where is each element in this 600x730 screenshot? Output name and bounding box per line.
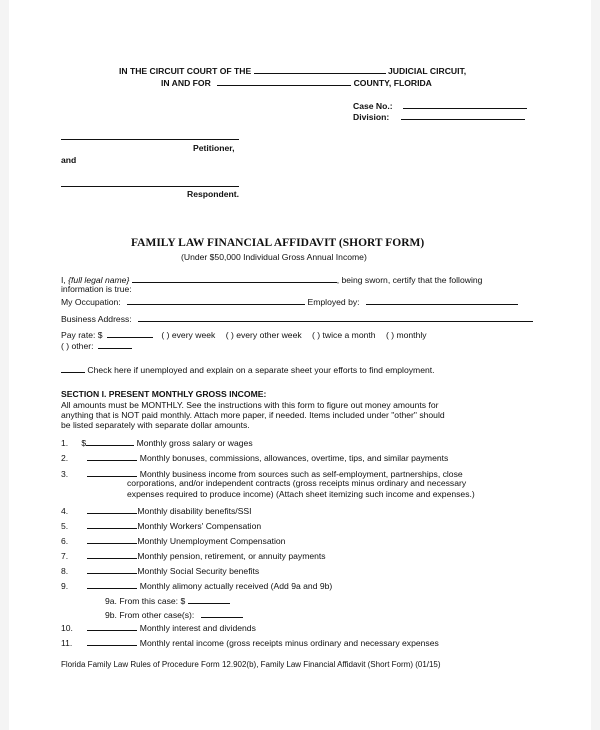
employed-by-blank[interactable] xyxy=(366,295,518,305)
item-description: Monthly Social Security benefits xyxy=(137,566,260,576)
item-number: 3. xyxy=(61,469,69,479)
item-description: Monthly bonuses, commissions, allowances, overtime, tips, and similar payments xyxy=(139,453,449,463)
petitioner-row xyxy=(61,130,239,143)
county-blank[interactable] xyxy=(217,76,351,86)
income-item-2 xyxy=(61,451,448,464)
every-week-option[interactable]: ( ) every week xyxy=(161,330,216,340)
case-no-blank[interactable] xyxy=(403,99,527,109)
respondent-label: Respondent. xyxy=(187,189,240,199)
occupation-blank[interactable] xyxy=(127,295,305,305)
item-number: 10. xyxy=(61,623,73,633)
instructions-line-2: anything that is NOT paid monthly. Attach more paper, if needed. Items included under "other" should xyxy=(61,410,445,420)
item-amount-blank[interactable] xyxy=(87,467,137,477)
item-3-continued-2: expenses required to produce income) (Attach sheet itemizing such income and expenses.) xyxy=(127,489,475,499)
twice-a-month-option[interactable]: ( ) twice a month xyxy=(312,330,376,340)
item-9b-label: 9b. From other case(s): xyxy=(105,610,195,620)
i-label: I, xyxy=(61,275,69,285)
business-address-label: Business Address: xyxy=(61,314,132,324)
item-number: 5. xyxy=(61,521,69,531)
income-item-9 xyxy=(61,579,332,592)
form-footer: Florida Family Law Rules of Procedure Form 12.902(b), Family Law Financial Affidavit (Short Form) (01/15) xyxy=(61,660,441,669)
instructions-line-3: be listed separately with separate dollar amounts. xyxy=(61,420,250,430)
occupation-label: My Occupation: xyxy=(61,297,121,307)
petitioner-label: Petitioner, xyxy=(193,143,235,153)
form-title: FAMILY LAW FINANCIAL AFFIDAVIT (SHORT FORM) xyxy=(131,237,425,249)
income-item-1 xyxy=(61,436,253,449)
court-of-the-label: IN THE CIRCUIT COURT OF THE xyxy=(119,66,252,76)
item-amount-blank[interactable] xyxy=(87,564,137,574)
occupation-row xyxy=(61,295,518,308)
item-9a-blank[interactable] xyxy=(188,594,230,604)
information-true-text: information is true: xyxy=(61,284,132,294)
item-number: 11. xyxy=(61,638,73,648)
respondent-row xyxy=(61,177,239,190)
item-amount-blank[interactable] xyxy=(87,534,137,544)
county-florida-label: COUNTY, FLORIDA xyxy=(353,78,432,88)
other-pay-blank[interactable] xyxy=(98,339,132,349)
monthly-option[interactable]: ( ) monthly xyxy=(385,330,427,340)
item-description: Monthly interest and dividends xyxy=(139,623,256,633)
item-9a-label: 9a. From this case: $ xyxy=(105,596,186,606)
in-and-for-label: IN AND FOR xyxy=(161,78,211,88)
income-item-6 xyxy=(61,534,285,547)
income-item-5 xyxy=(61,519,261,532)
section-1-heading: SECTION I. PRESENT MONTHLY GROSS INCOME: xyxy=(61,389,267,399)
item-number: 1. xyxy=(61,438,69,448)
item-description: Monthly rental income (gross receipts minus ordinary and necessary expenses xyxy=(139,638,439,648)
item-number: 2. xyxy=(61,453,69,463)
division-label: Division: xyxy=(353,112,390,122)
form-subtitle: (Under $50,000 Individual Gross Annual Income) xyxy=(181,252,367,262)
income-item-4 xyxy=(61,504,252,517)
item-description: Monthly alimony actually received (Add 9a and 9b) xyxy=(139,581,333,591)
item-amount-blank[interactable] xyxy=(87,504,137,514)
item-amount-blank[interactable] xyxy=(87,519,137,529)
item-number: 8. xyxy=(61,566,69,576)
item-description: Monthly Unemployment Compensation xyxy=(137,536,286,546)
legal-name-blank[interactable] xyxy=(132,273,337,283)
item-description: Monthly gross salary or wages xyxy=(136,438,253,448)
judicial-circuit-blank[interactable] xyxy=(254,64,386,74)
petitioner-blank[interactable] xyxy=(61,130,239,140)
judicial-circuit-label: JUDICIAL CIRCUIT, xyxy=(388,66,467,76)
affidavit-page xyxy=(9,0,591,730)
item-number: 7. xyxy=(61,551,69,561)
item-description: Monthly pension, retirement, or annuity payments xyxy=(137,551,326,561)
respondent-blank[interactable] xyxy=(61,177,239,187)
other-pay-option[interactable]: ( ) other: xyxy=(61,341,94,351)
employed-by-label: Employed by: xyxy=(307,297,360,307)
division-blank[interactable] xyxy=(401,110,525,120)
pay-rate-blank[interactable] xyxy=(107,328,153,338)
item-number: 4. xyxy=(61,506,69,516)
item-description: Monthly Workers' Compensation xyxy=(137,521,262,531)
business-address-blank[interactable] xyxy=(138,312,533,322)
item-description: Monthly business income from sources such as self-employment, partnerships, close xyxy=(139,469,463,479)
item-amount-blank[interactable] xyxy=(86,436,134,446)
item-number: 9. xyxy=(61,581,69,591)
unemployed-row xyxy=(61,363,435,376)
business-address-row xyxy=(61,312,533,325)
item-amount-blank[interactable] xyxy=(87,636,137,646)
item-amount-blank[interactable] xyxy=(87,451,137,461)
item-description: Monthly disability benefits/SSI xyxy=(137,506,252,516)
division-row xyxy=(353,110,525,123)
income-item-10 xyxy=(61,621,256,634)
income-item-8 xyxy=(61,564,259,577)
item-amount-blank[interactable] xyxy=(87,579,137,589)
court-line-1 xyxy=(119,64,466,77)
dollar-sign: $ xyxy=(81,438,87,448)
item-3-continued-1: corporations, and/or independent contracts (gross receipts minus ordinary and necessary xyxy=(127,478,467,488)
instructions-line-1: All amounts must be MONTHLY. See the instructions with this form to figure out money amounts for xyxy=(61,400,439,410)
item-number: 6. xyxy=(61,536,69,546)
item-9b-blank[interactable] xyxy=(201,608,243,618)
every-other-week-option[interactable]: ( ) every other week xyxy=(225,330,302,340)
income-item-11 xyxy=(61,636,439,649)
case-no-label: Case No.: xyxy=(353,101,393,111)
unemployed-text: Check here if unemployed and explain on a separate sheet your efforts to find employment. xyxy=(87,365,435,375)
income-item-7 xyxy=(61,549,326,562)
item-amount-blank[interactable] xyxy=(87,621,137,631)
and-label: and xyxy=(61,155,77,165)
full-legal-name-label: {full legal name} xyxy=(68,275,130,285)
item-9a-row xyxy=(105,594,230,607)
court-line-2 xyxy=(161,76,432,89)
pay-rate-label: Pay rate: $ xyxy=(61,330,103,340)
being-sworn-text: , being sworn, certify that the following xyxy=(336,275,483,285)
item-amount-blank[interactable] xyxy=(87,549,137,559)
other-pay-row xyxy=(61,339,132,352)
item-9b-row xyxy=(105,608,243,621)
unemployed-checkbox-blank[interactable] xyxy=(61,363,85,373)
